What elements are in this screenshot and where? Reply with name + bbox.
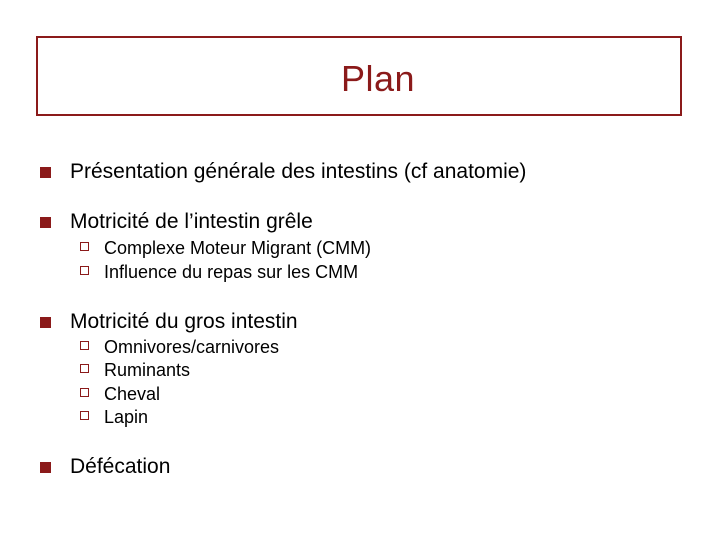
- hollow-square-bullet-icon: [80, 266, 89, 275]
- hollow-square-bullet-icon: [80, 388, 89, 397]
- sub-item-text: Ruminants: [104, 360, 191, 380]
- hollow-square-bullet-icon: [80, 341, 89, 350]
- slide-title: Plan: [340, 58, 416, 99]
- square-bullet-icon: [40, 317, 51, 328]
- hollow-square-bullet-icon: [80, 242, 89, 251]
- sub-item-text: Cheval: [104, 384, 161, 404]
- sub-item-text: Omnivores/carnivores: [104, 337, 280, 357]
- bullet-text: Défécation: [70, 455, 171, 478]
- hollow-square-bullet-icon: [80, 411, 89, 420]
- square-bullet-icon: [40, 167, 51, 178]
- sub-item-text: Influence du repas sur les CMM: [104, 262, 359, 282]
- hollow-square-bullet-icon: [80, 364, 89, 373]
- bullet-text: Présentation générale des intestins (cf anatomie): [70, 160, 527, 183]
- bullet-text: Motricité de l’intestin grêle: [70, 210, 313, 233]
- square-bullet-icon: [40, 462, 51, 473]
- bullet-text: Motricité du gros intestin: [70, 310, 298, 333]
- square-bullet-icon: [40, 217, 51, 228]
- sub-item-text: Complexe Moteur Migrant (CMM): [104, 238, 372, 258]
- sub-item-text: Lapin: [104, 407, 149, 427]
- title-frame: [36, 36, 682, 116]
